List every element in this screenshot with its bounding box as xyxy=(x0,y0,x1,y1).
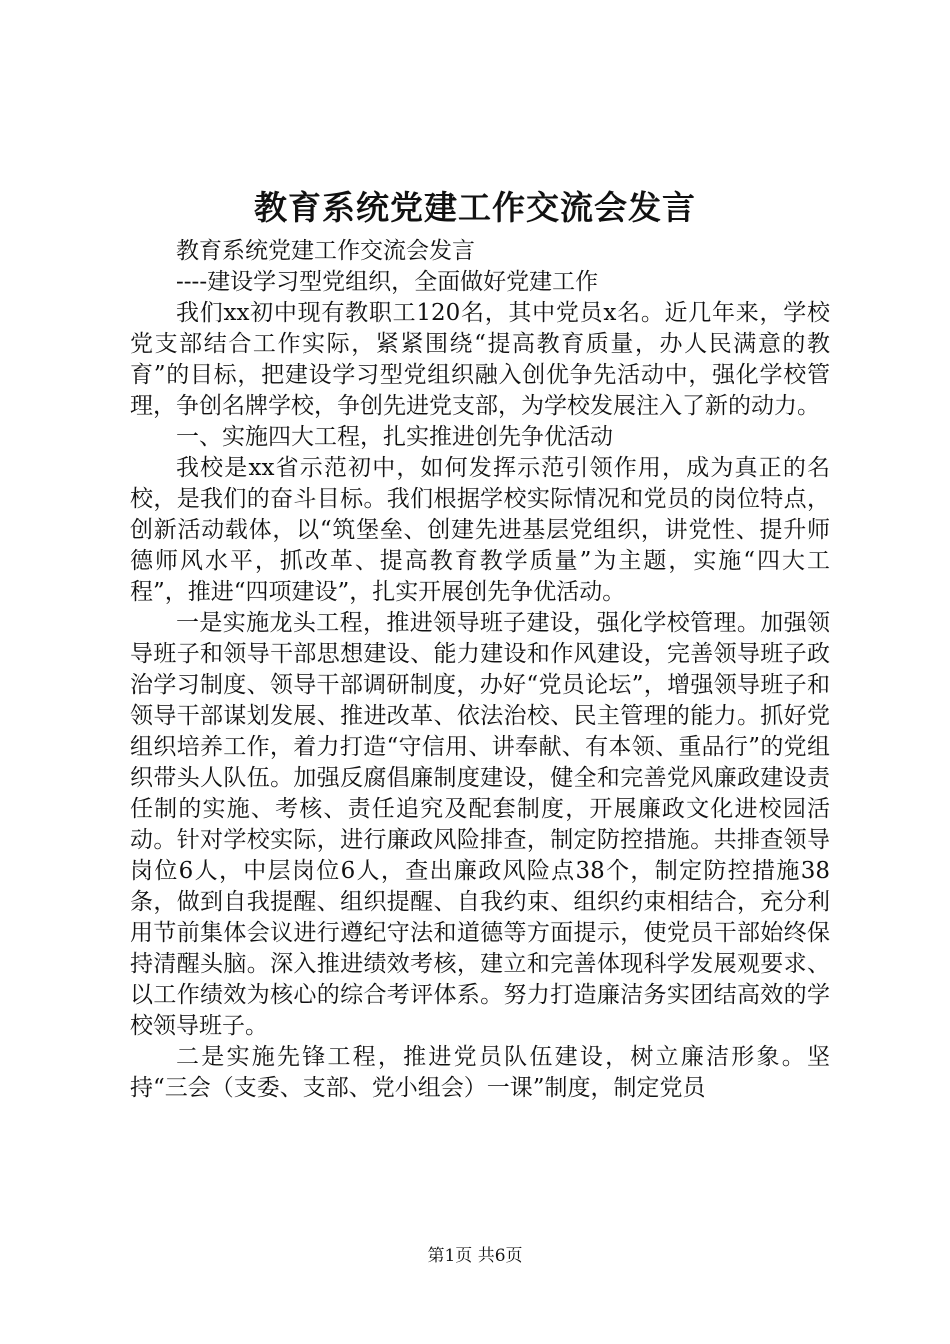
section-heading-1: 一、实施四大工程，扎实推进创先争优活动 xyxy=(176,424,613,450)
page-footer: 第1页 共6页 xyxy=(427,1246,523,1266)
paragraph-leadership: 一是实施龙头工程，推进领导班子建设，强化学校管理。加强领导班子和领导干部思想建设、能力建设和作风建设，完善领导班子政治学习制度、领导干部调研制度，办好“党员论坛”，增强领导班子和领导干部谋划发展、推进改革、依法治校、民主管理的能力。抓好党组织培养工作，着力打造“守信用、讲奉献、有本领、重品行”的党组织带头人队伍。加强反腐倡廉制度建设，健全和完善党风廉政建设责任制的实施、考核、责任追究及配套制度，开展廉政文化进校园活动。针对学校实际，进行廉政风险排查，制定防控措施。共排查领导岗位6人，中层岗位6人，查出廉政风险点38个，制定防控措施38条，做到自我提醒、组织提醒、自我约束、组织约束相结合，充分利用节前集体会议进行遵纪守法和道德等方面提示，使党员干部始终保持清醒头脑。深入推进绩效考核，建立和完善体现科学发展观要求、以工作绩效为核心的综合考评体系。努力打造廉洁务实团结高效的学校领导班子。 xyxy=(130,610,830,1039)
paragraph-intro: 我们xx初中现有教职工120名，其中党员x名。近几年来，学校党支部结合工作实际，紧紧围绕“提高教育质量，办人民满意的教育”的目标，把建设学习型党组织融入创优争先活动中，强化学校管理，争创名牌学校，争创先进党支部，为学校发展注入了新的动力。 xyxy=(130,300,830,419)
paragraph-pioneer: 二是实施先锋工程，推进党员队伍建设，树立廉洁形象。坚持“三会（支委、支部、党小组会）一课”制度，制定党员 xyxy=(130,1044,830,1101)
paragraph-subtitle: 教育系统党建工作交流会发言 xyxy=(176,238,475,264)
document-body xyxy=(130,236,830,1104)
paragraph-theme: ----建设学习型党组织，全面做好党建工作 xyxy=(176,269,599,295)
document-title: 教育系统党建工作交流会发言 xyxy=(254,188,696,227)
paragraph-school: 我校是xx省示范初中，如何发挥示范引领作用，成为真正的名校，是我们的奋斗目标。我们根据学校实际情况和党员的岗位特点，创新活动载体，以“筑堡垒、创建先进基层党组织，讲党性、提升师德师风水平，抓改革、提高教育教学质量”为主题，实施“四大工程”，推进“四项建设”，扎实开展创先争优活动。 xyxy=(130,455,830,605)
